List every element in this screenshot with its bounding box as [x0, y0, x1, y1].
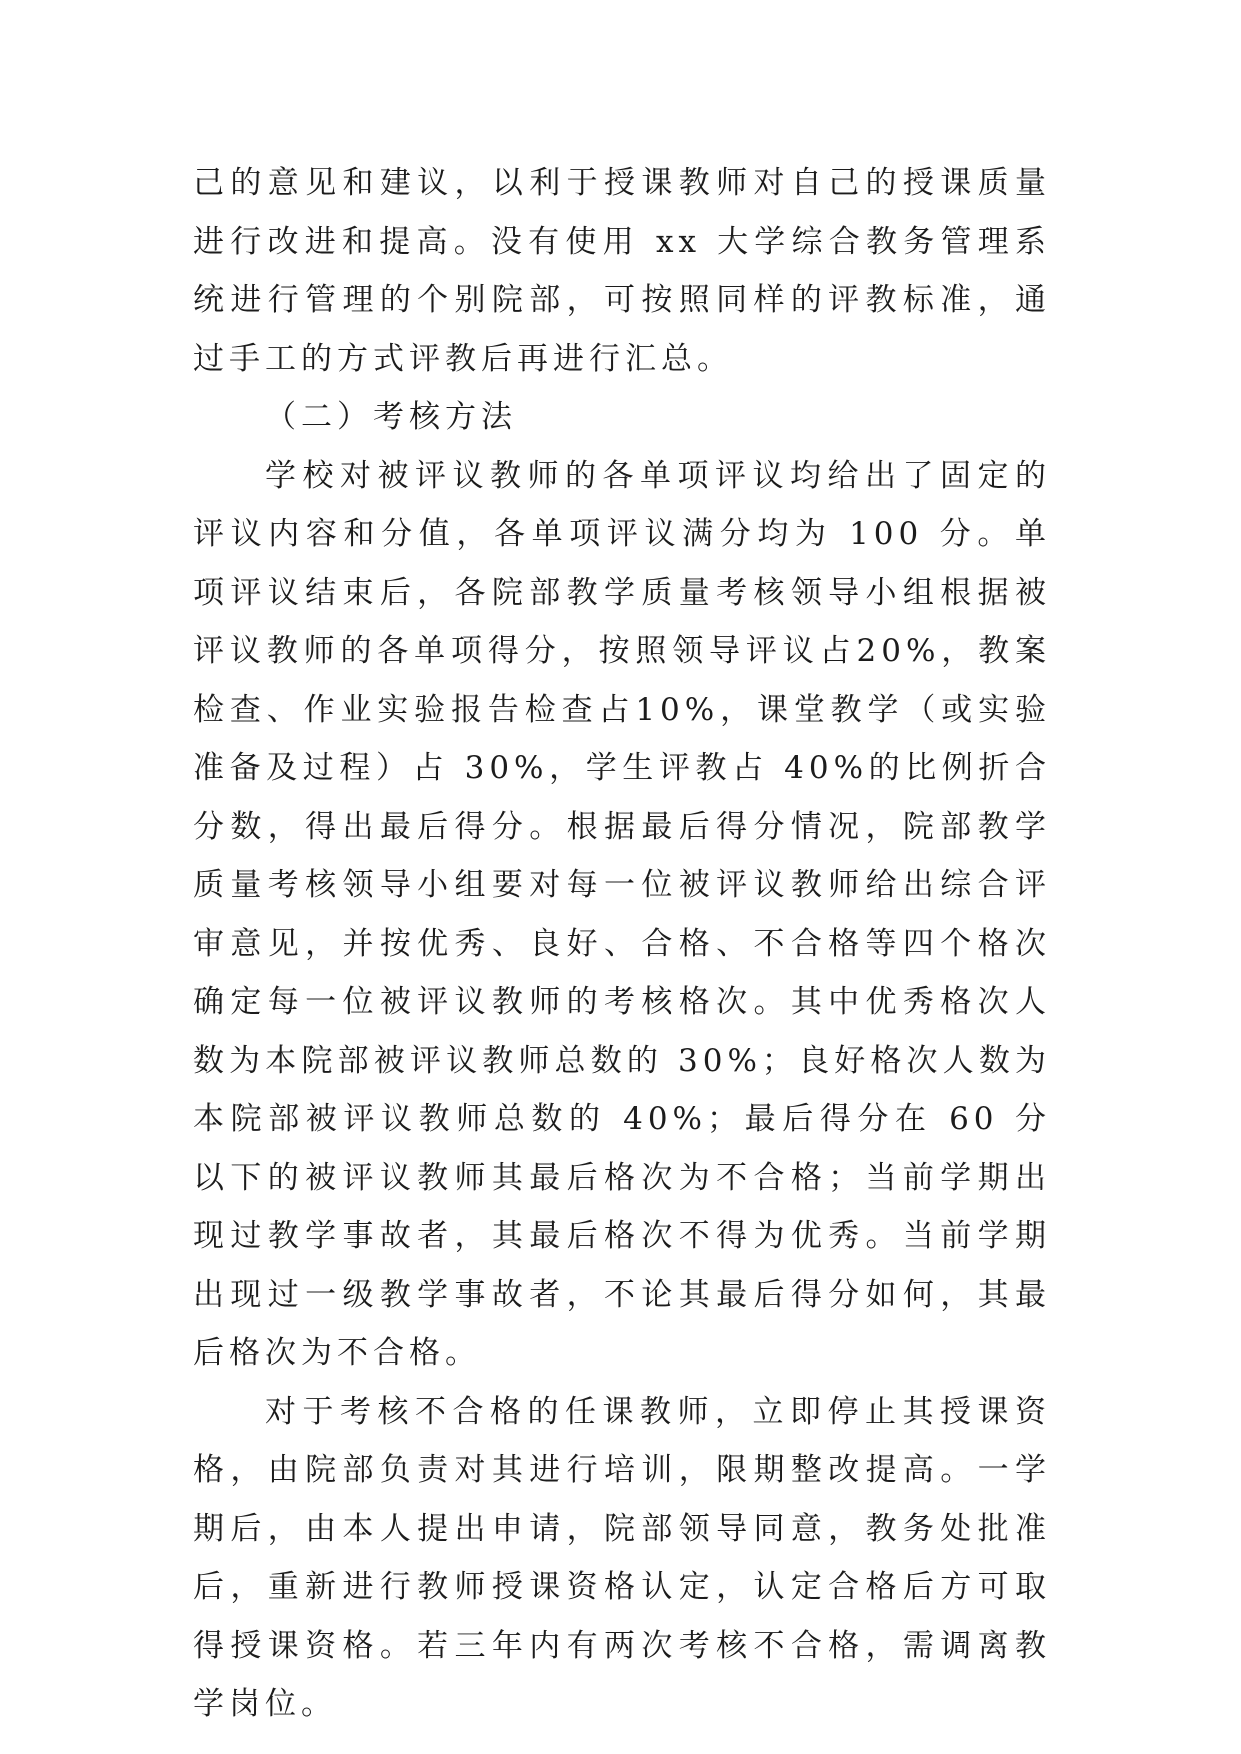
paragraph-assessment-method: 学校对被评议教师的各单项评议均给出了固定的评议内容和分值，各单项评议满分均为 100 分。单项评议结束后，各院部教学质量考核领导小组根据被评议教师的各单项得分，按照领导评议占20%，教案检查、作业实验报告检查占10%，课堂教学（或实验准备及过程）占 30%，学生评教占 40%的比例折合分数，得出最后得分。根据最后得分情况，院部教学质量考核领导小组要对每一位被评议教师给出综合评审意见，并按优秀、良好、合格、不合格等四个格次确定每一位被评议教师的考核格次。其中优秀格次人数为本院部被评议教师总数的 30%；良好格次人数为本院部被评议教师总数的 40%；最后得分在 60 分以下的被评议教师其最后格次为不合格；当前学期出现过教学事故者，其最后格次不得为优秀。当前学期出现过一级教学事故者，不论其最后得分如何，其最后格次为不合格。 [193, 457, 1051, 1371]
paragraph-continuation: 己的意见和建议，以利于授课教师对自己的授课质量进行改进和提高。没有使用 xx 大学综合教务管理系统进行管理的个别院部，可按照同样的评教标准，通过手工的方式评教后再进行汇总。 [193, 165, 1051, 377]
paragraph-unqualified-teachers: 对于考核不合格的任课教师，立即停止其授课资格，由院部负责对其进行培训，限期整改提高。一学期后，由本人提出申请，院部领导同意，教务处批准后，重新进行教师授课资格认定，认定合格后方可取得授课资格。若三年内有两次考核不合格，需调离教学岗位。 [193, 1393, 1051, 1722]
section-heading: （二）考核方法 [265, 399, 517, 435]
document-body [193, 154, 1051, 1734]
